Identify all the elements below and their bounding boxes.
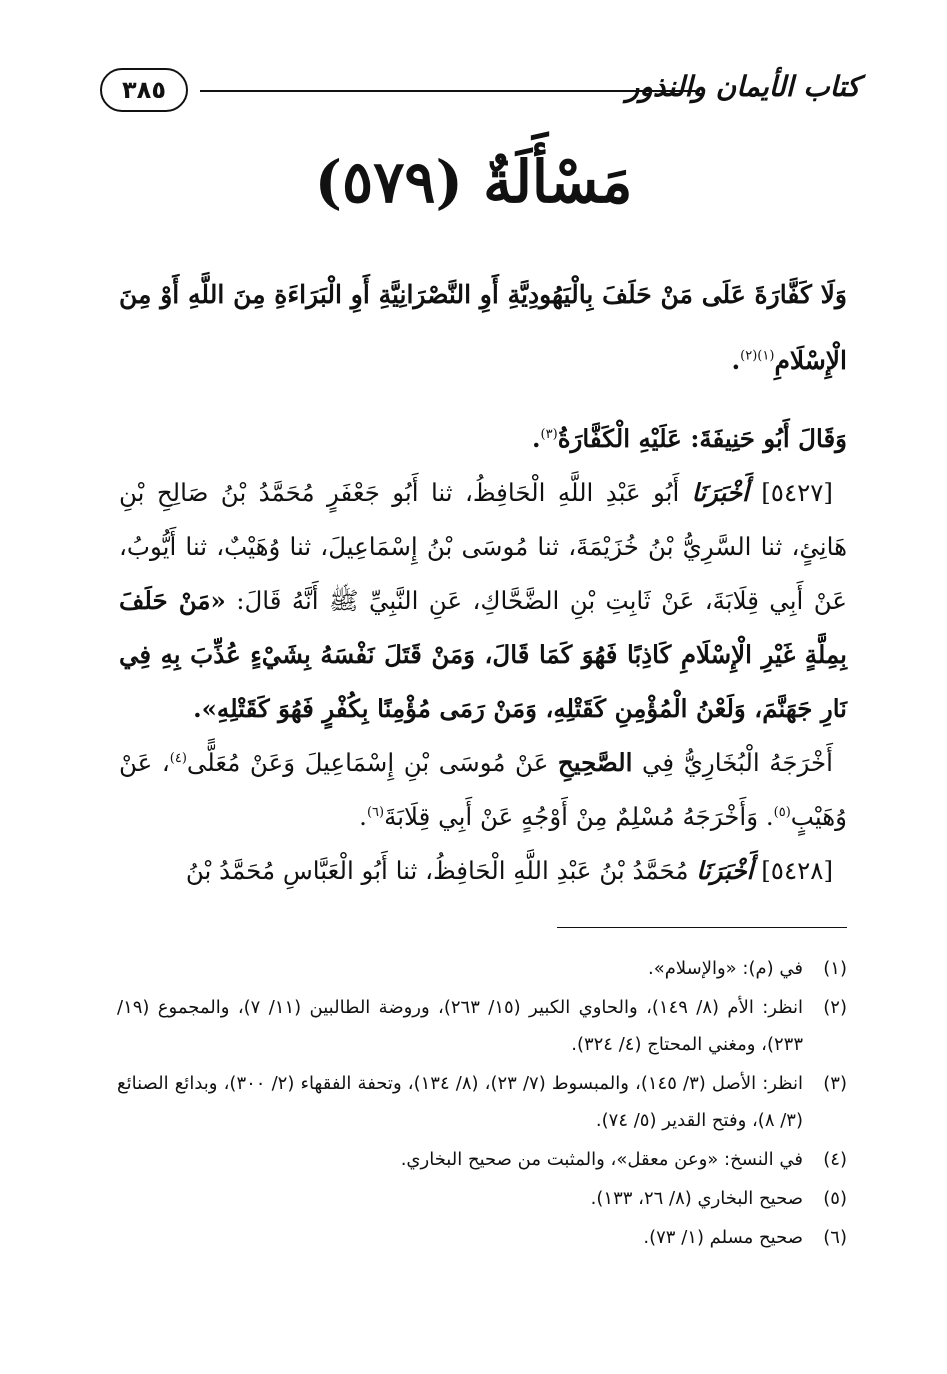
- footnote-2: [117, 989, 847, 1063]
- takhrij-part-4: . وَأَخْرَجَهُ مُسْلِمٌ مِنْ أَوْجُهٍ عَنْ أَبِي قِلَابَةَ: [384, 802, 774, 831]
- footnote-3: [117, 1065, 847, 1139]
- akhbarana-word: أَخْبَرَنَا: [691, 478, 749, 507]
- footnotes: [117, 950, 847, 1258]
- abu-hanifa-footnote-ref: (٣): [540, 426, 558, 442]
- isnad-text: أَبُو عَبْدِ اللَّهِ الْحَافِظُ، ثنا أَبُو جَعْفَرٍ مُحَمَّدُ بْنُ صَالِحِ بْنِ هَانِئٍ، ثنا السَّرِيُّ بْنُ خُزَيْمَةَ، ثنا مُوسَى بْنُ إِسْمَاعِيلَ، ثنا وُهَيْبٌ، ثنا أَيُّوبُ، عَنْ أَبِي قِلَابَةَ، عَنْ ثَابِتِ بْنِ الضَّحَّاكِ، عَنِ النَّبِيِّ ﷺ أَنَّهُ قَالَ:: [119, 478, 848, 615]
- abu-hanifa-opinion: [119, 412, 847, 466]
- abu-hanifa-end: .: [532, 424, 541, 453]
- takhrij-part-3: ، عَنْ وُهَيْبٍ: [119, 748, 847, 831]
- footnote-text: انظر: الأم (٨/ ١٤٩)، والحاوي الكبير (١٥/ ٢٦٣)، وروضة الطالبين (١١/ ٧)، والمجموع (١٩/ ٢٣٣)، ومغني المحتاج (٤/ ٣٢٤).: [117, 997, 803, 1055]
- issue-footnote-refs: (١)(٢): [740, 348, 775, 364]
- footnote-separator: [557, 927, 847, 928]
- narration-number: [٥٤٢٨]: [761, 856, 833, 885]
- takhrij-part-1: أَخْرَجَهُ الْبُخَارِيُّ فِي: [642, 748, 833, 777]
- footnote-ref-5: (٥): [773, 804, 791, 820]
- footnote-number: (٢): [823, 997, 847, 1018]
- footnote-1: [117, 950, 847, 987]
- main-text: [119, 262, 847, 898]
- footnote-number: (٤): [823, 1149, 847, 1170]
- header-rule: [200, 90, 700, 92]
- takhrij-part-2: عَنْ مُوسَى بْنِ إِسْمَاعِيلَ وَعَنْ مُعَلًّى: [186, 748, 549, 777]
- sahih-word: الصَّحِيحِ: [557, 748, 633, 777]
- issue-end: .: [731, 346, 741, 375]
- book-title: كتاب الأيمان والنذور: [625, 70, 860, 103]
- masala-title: مَسْأَلَةٌ (٥٧٩): [314, 148, 633, 216]
- abu-hanifa-text: وَقَالَ أَبُو حَنِيفَةَ: عَلَيْهِ الْكَفَّارَةُ: [557, 424, 847, 453]
- footnote-number: (٦): [823, 1227, 847, 1248]
- footnote-text: صحيح مسلم (١/ ٧٣).: [643, 1227, 803, 1248]
- footnote-number: (١): [823, 958, 847, 979]
- page-number: ٣٨٥: [100, 68, 188, 112]
- footnote-number: (٥): [823, 1188, 847, 1209]
- footnote-ref-4: (٤): [169, 750, 187, 766]
- narration-5428: [119, 844, 847, 898]
- footnote-text: في النسخ: «وعن معقل»، والمثبت من صحيح البخاري.: [400, 1149, 803, 1170]
- hadith-matn: «مَنْ حَلَفَ بِمِلَّةٍ غَيْرِ الْإِسْلَامِ كَاذِبًا فَهُوَ كَمَا قَالَ، وَمَنْ قَتَلَ نَفْسَهُ بِشَيْءٍ عُذِّبَ بِهِ فِي نَارِ جَهَنَّمَ، وَلَعْنُ الْمُؤْمِنِ كَقَتْلِهِ، وَمَنْ رَمَى مُؤْمِنًا بِكُفْرٍ فَهُوَ كَقَتْلِهِ».: [119, 586, 847, 723]
- issue-statement: [119, 262, 847, 394]
- akhbarana-word: أَخْبَرَنَا: [696, 856, 754, 885]
- issue-text: وَلَا كَفَّارَةَ عَلَى مَنْ حَلَفَ بِالْيَهُودِيَّةِ أَوِ النَّصْرَانِيَّةِ أَوِ الْبَرَاءَةِ مِنَ اللَّهِ أَوْ مِنَ الْإِسْلَامِ: [119, 280, 847, 375]
- isnad-text: مُحَمَّدُ بْنُ عَبْدِ اللَّهِ الْحَافِظُ، ثنا أَبُو الْعَبَّاسِ مُحَمَّدُ بْنُ: [185, 856, 689, 885]
- footnote-text: صحيح البخاري (٨/ ٢٦، ١٣٣).: [590, 1188, 803, 1209]
- narration-number: [٥٤٢٧]: [761, 478, 833, 507]
- footnote-number: (٣): [823, 1073, 847, 1094]
- footnote-5: [117, 1180, 847, 1217]
- footnote-text: انظر: الأصل (٣/ ١٤٥)، والمبسوط (٧/ ٢٣)، (٨/ ١٣٤)، وتحفة الفقهاء (٢/ ٣٠٠)، وبدائع الصنائع (٣/ ٨)، وفتح القدير (٥/ ٧٤).: [117, 1073, 803, 1131]
- footnote-text: في (م): «والإسلام».: [648, 958, 803, 979]
- footnote-6: [117, 1219, 847, 1256]
- footnote-4: [117, 1141, 847, 1178]
- takhrij-5427: [119, 736, 847, 844]
- narration-5427: [119, 466, 847, 736]
- page-header: [100, 62, 860, 122]
- takhrij-end: .: [359, 802, 367, 831]
- footnote-ref-6: (٦): [366, 804, 385, 820]
